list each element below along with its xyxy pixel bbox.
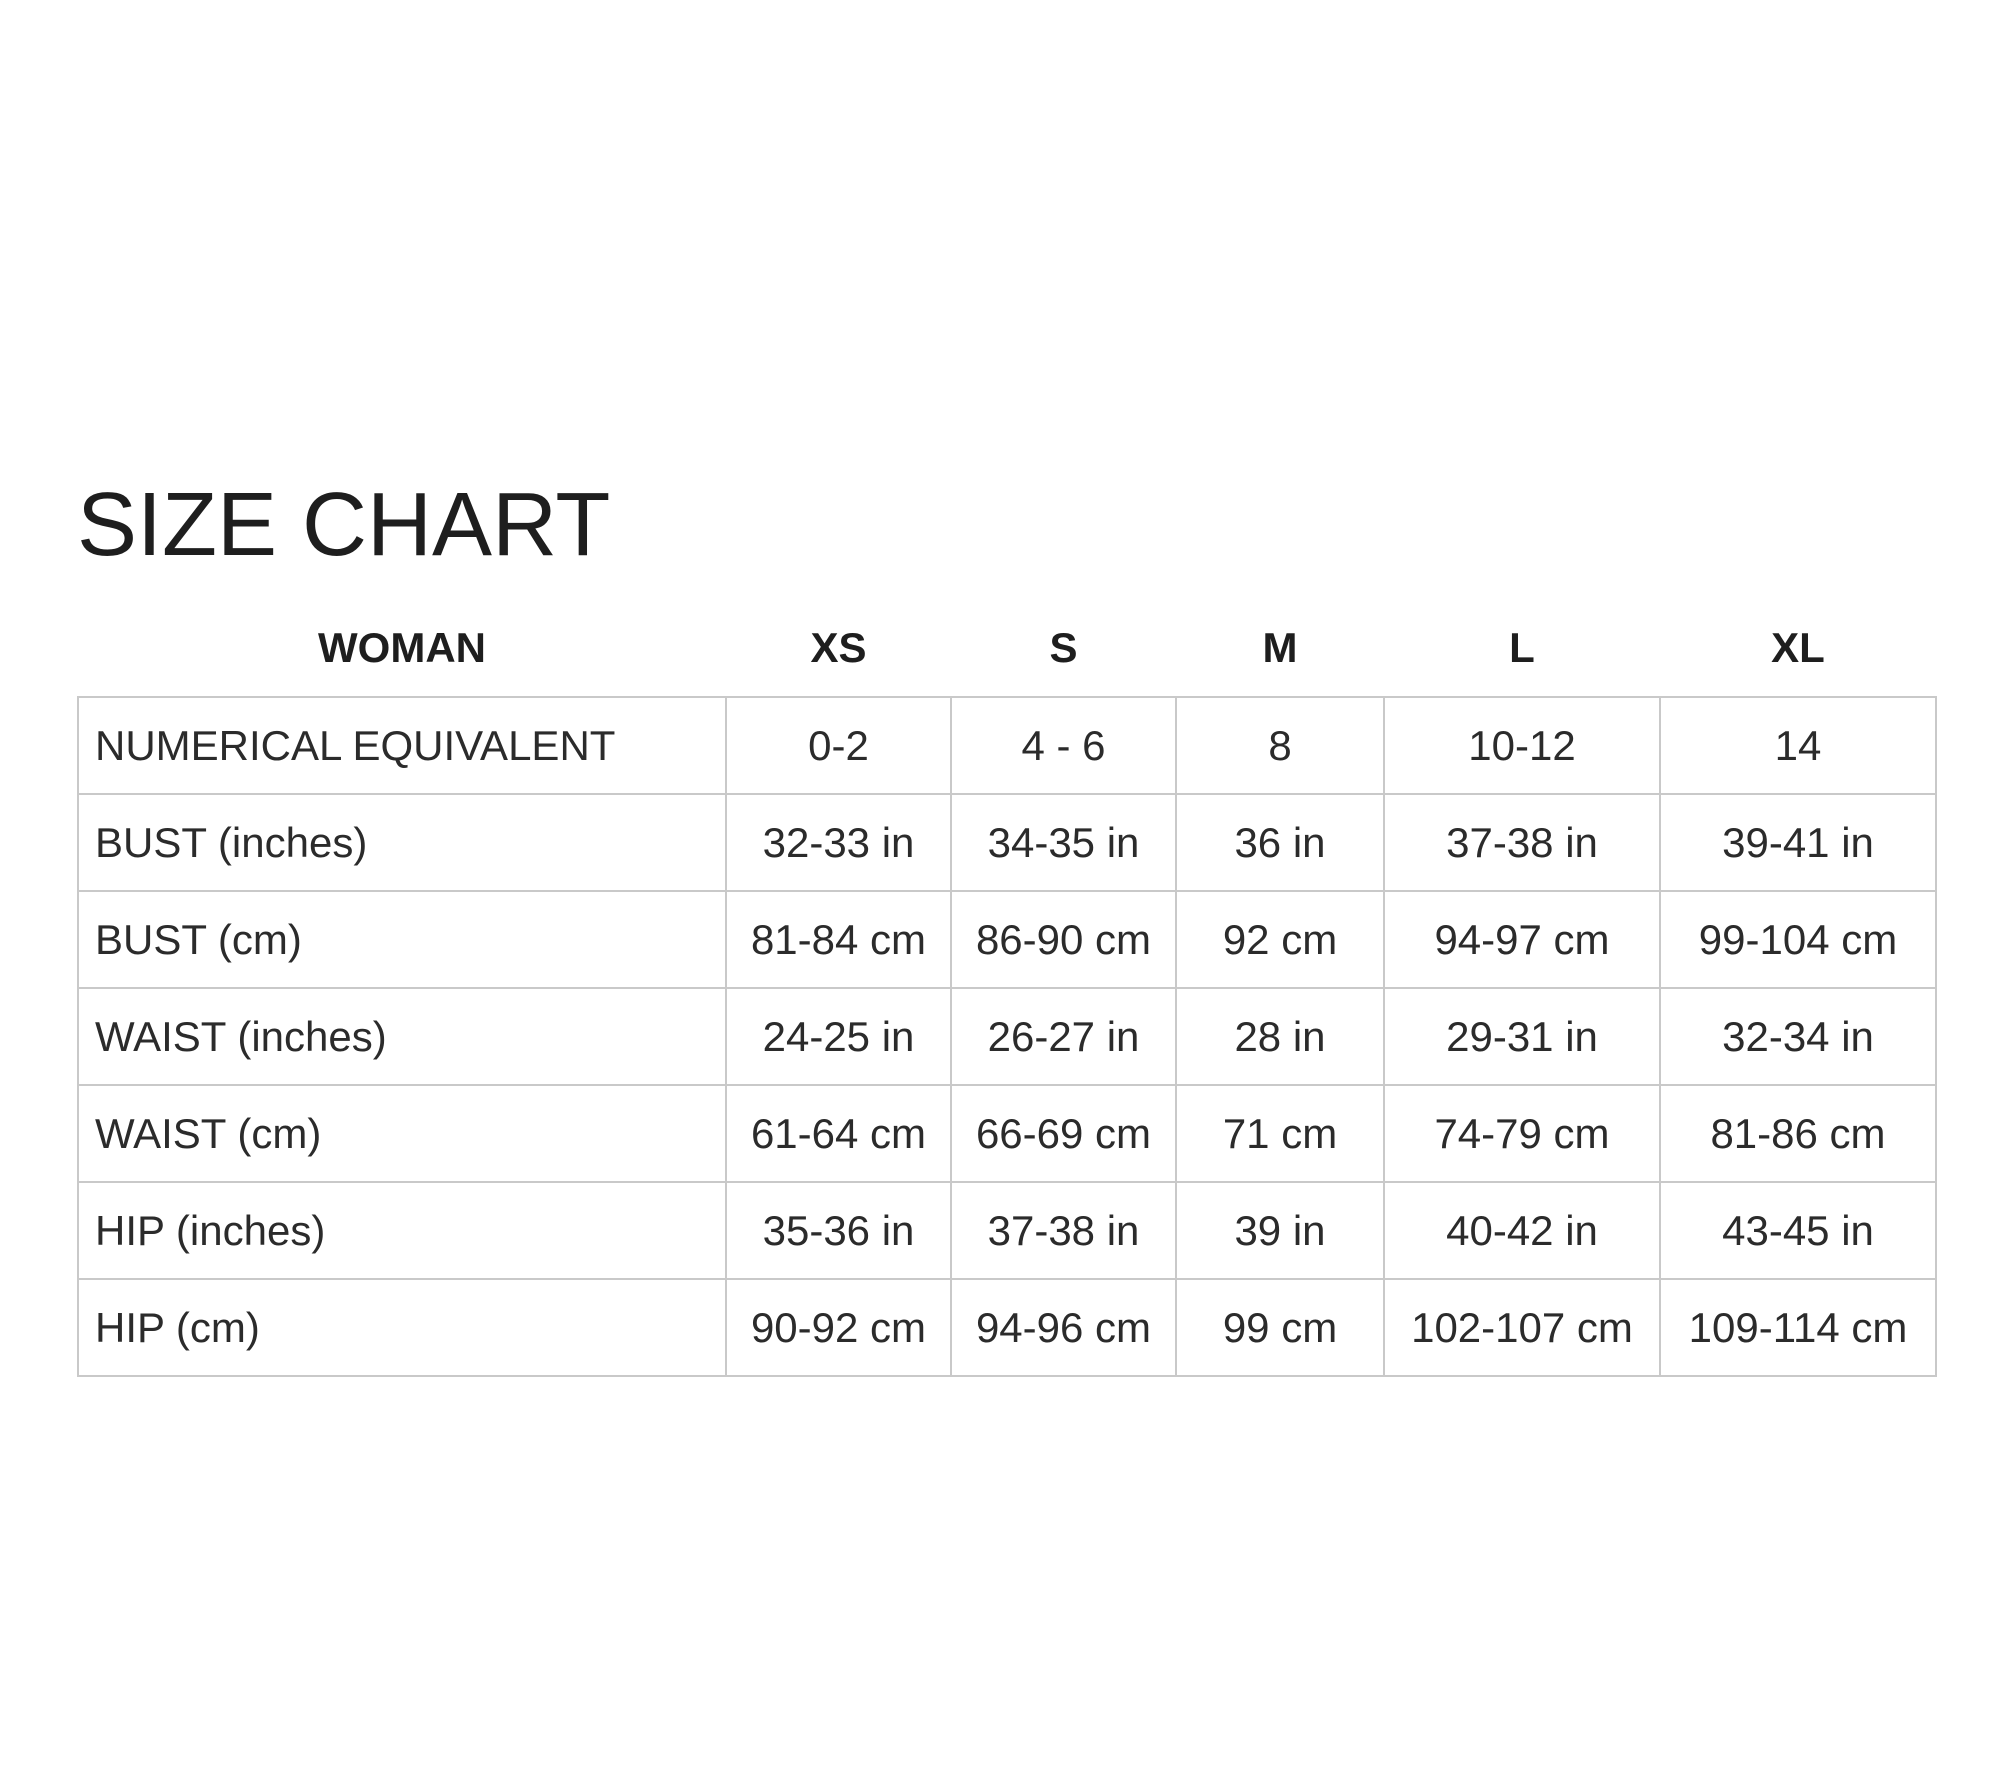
table-cell: 81-86 cm [1660, 1085, 1936, 1182]
table-cell: 32-34 in [1660, 988, 1936, 1085]
table-cell: 99-104 cm [1660, 891, 1936, 988]
table-row [78, 1182, 1936, 1279]
table-cell: 10-12 [1384, 697, 1660, 794]
header-size-xs: XS [810, 624, 867, 671]
table-cell: 29-31 in [1384, 988, 1660, 1085]
table-cell: 14 [1660, 697, 1936, 794]
table-cell: 86-90 cm [951, 891, 1176, 988]
table-cell: 34-35 in [951, 794, 1176, 891]
table-cell: 39-41 in [1660, 794, 1936, 891]
table-cell: 37-38 in [951, 1182, 1176, 1279]
table-cell: 0-2 [726, 697, 951, 794]
header-size-s: S [1049, 624, 1078, 671]
table-cell: 92 cm [1176, 891, 1384, 988]
header-size-m: M [1262, 624, 1298, 671]
size-table [77, 600, 1937, 1377]
table-row [78, 1279, 1936, 1376]
table-cell: 81-84 cm [726, 891, 951, 988]
table-row [78, 891, 1936, 988]
table-cell: 26-27 in [951, 988, 1176, 1085]
row-label: NUMERICAL EQUIVALENT [78, 697, 726, 794]
table-cell: 66-69 cm [951, 1085, 1176, 1182]
table-row [78, 1085, 1936, 1182]
table-cell: 43-45 in [1660, 1182, 1936, 1279]
table-cell: 99 cm [1176, 1279, 1384, 1376]
table-row [78, 697, 1936, 794]
table-cell: 71 cm [1176, 1085, 1384, 1182]
row-label: WAIST (inches) [78, 988, 726, 1085]
row-label: BUST (inches) [78, 794, 726, 891]
table-row [78, 988, 1936, 1085]
table-cell: 36 in [1176, 794, 1384, 891]
table-cell: 109-114 cm [1660, 1279, 1936, 1376]
table-cell: 40-42 in [1384, 1182, 1660, 1279]
table-cell: 8 [1176, 697, 1384, 794]
table-cell: 24-25 in [726, 988, 951, 1085]
table-cell: 39 in [1176, 1182, 1384, 1279]
table-cell: 35-36 in [726, 1182, 951, 1279]
row-label: HIP (cm) [78, 1279, 726, 1376]
table-cell: 74-79 cm [1384, 1085, 1660, 1182]
row-label: HIP (inches) [78, 1182, 726, 1279]
page-title: SIZE CHART [77, 475, 611, 575]
size-chart [77, 470, 1935, 1377]
header-size-l: L [1509, 624, 1535, 671]
table-cell: 102-107 cm [1384, 1279, 1660, 1376]
table-header-row [78, 600, 1936, 697]
table-cell: 94-97 cm [1384, 891, 1660, 988]
table-cell: 90-92 cm [726, 1279, 951, 1376]
row-label: BUST (cm) [78, 891, 726, 988]
table-cell: 32-33 in [726, 794, 951, 891]
table-cell: 94-96 cm [951, 1279, 1176, 1376]
row-label: WAIST (cm) [78, 1085, 726, 1182]
table-cell: 4 - 6 [951, 697, 1176, 794]
header-size-xl: XL [1771, 624, 1825, 671]
table-row [78, 794, 1936, 891]
table-cell: 37-38 in [1384, 794, 1660, 891]
table-cell: 28 in [1176, 988, 1384, 1085]
table-cell: 61-64 cm [726, 1085, 951, 1182]
header-woman: WOMAN [318, 624, 486, 671]
